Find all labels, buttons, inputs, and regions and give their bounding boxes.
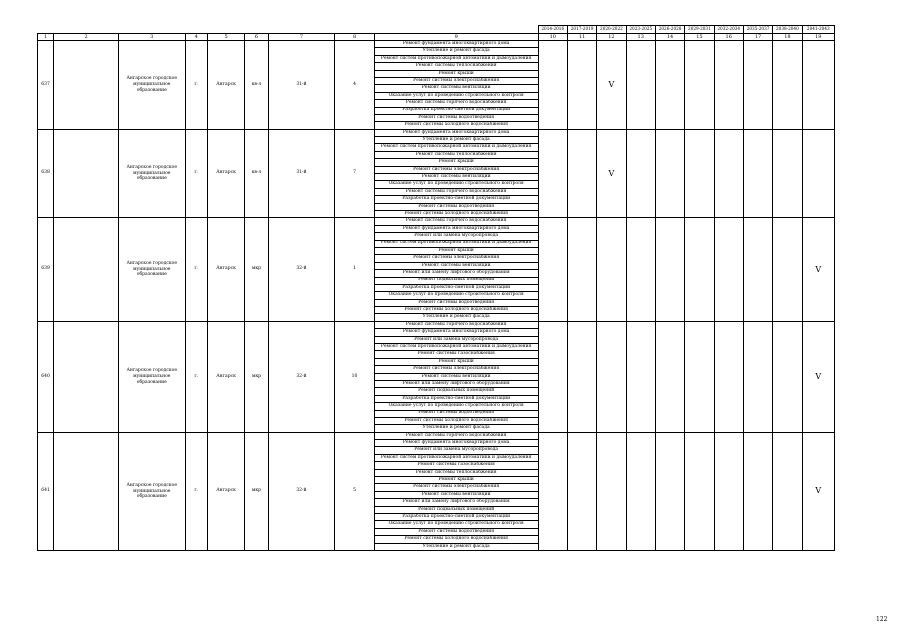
period-cell [714,321,743,432]
record-id: 639 [38,218,54,321]
period-cell [567,432,596,550]
work-item: Ремонт системы водоотведения [374,114,538,121]
document-sheet [37,25,835,551]
column-number: 16 [714,34,743,41]
period-header: 2017-2019 [567,26,596,34]
period-cell [685,432,714,550]
period-mark: V [802,321,834,432]
record-id: 641 [38,432,54,550]
period-cell [802,41,834,130]
period-header: 2035-2037 [743,26,772,34]
street-type: кв-л [245,129,268,218]
period-header: 2020-2022 [597,26,626,34]
settlement-name: Ангарск [207,218,244,321]
column-number: 12 [597,34,626,41]
work-item: Оказание услуг по проведению строительного контроля [374,292,538,299]
work-item: Ремонт системы электроснабжения [374,77,538,84]
work-item: Ремонт системы газоснабжения [374,351,538,358]
work-item: Ремонт фундамента многоквартирного дома [374,440,538,447]
settlement-name: Ангарск [207,129,244,218]
period-header: 2041-2043 [802,26,834,34]
period-cell [714,432,743,550]
work-item: Ремонт системы вентиляции [374,174,538,181]
period-mark: V [802,218,834,321]
period-cell [626,432,655,550]
period-cell [743,129,772,218]
work-item: Ремонт системы электроснабжения [374,366,538,373]
work-item: Ремонт системы водоотведения [374,203,538,210]
period-cell [626,218,655,321]
period-cell [685,321,714,432]
work-item: Ремонт систем противопожарной автоматики и дымоудаления [374,55,538,62]
work-item: Ремонт системы горячего водоснабжения [374,100,538,107]
work-item: Ремонт системы горячего водоснабжения [374,188,538,195]
work-item: Ремонт системы водоотведения [374,299,538,306]
period-cell [538,218,567,321]
work-item: Ремонт системы холодного водоснабжения [374,210,538,217]
work-item: Ремонт системы холодного водоснабжения [374,122,538,129]
empty-cell [54,129,119,218]
page-number: 122 [876,616,888,623]
column-number-row [38,34,835,41]
period-cell [597,321,626,432]
work-item: Ремонт системы горячего водоснабжения [374,432,538,439]
period-cell [538,129,567,218]
work-item: Оказание услуг по проведению строительного контроля [374,521,538,528]
work-item: Ремонт фундамента многоквартирного дома [374,225,538,232]
work-item: Оказание услуг по проведению строительного контроля [374,403,538,410]
column-number: 2 [54,34,119,41]
work-item: Ремонт системы электроснабжения [374,255,538,262]
work-item: Оказание услуг по проведению строительного контроля [374,92,538,99]
empty-cell [54,41,119,130]
work-item: Ремонт подвальных помещений [374,388,538,395]
street-type: кв-л [245,41,268,130]
column-number: 13 [626,34,655,41]
street-type: мкр [245,321,268,432]
period-cell [714,129,743,218]
period-cell [626,41,655,130]
work-item: Ремонт системы электроснабжения [374,484,538,491]
period-mark: V [597,129,626,218]
street-type: мкр [245,432,268,550]
period-cell [773,41,802,130]
period-header: 2038-2040 [773,26,802,34]
house-number: 1 [335,218,374,321]
record-id: 637 [38,41,54,130]
column-number: 19 [802,34,834,41]
street-name: 32-й [268,432,335,550]
period-cell [743,218,772,321]
period-cell [626,321,655,432]
period-cell [567,321,596,432]
street-name: 31-й [268,129,335,218]
work-item: Ремонт или замену лифтового оборудования [374,499,538,506]
street-type: мкр [245,218,268,321]
period-cell [655,321,684,432]
period-cell [626,129,655,218]
work-item: Ремонт фундамента многоквартирного дома [374,129,538,136]
column-number: 9 [374,34,538,41]
column-number: 5 [207,34,244,41]
work-item: Ремонт системы холодного водоснабжения [374,307,538,314]
work-item: Ремонт системы вентиляции [374,491,538,498]
work-item: Ремонт системы теплоснабжения [374,63,538,70]
work-item: Разработка проектно-сметной документации [374,196,538,203]
period-cell [567,218,596,321]
column-number: 1 [38,34,54,41]
settlement-type: г. [185,432,207,550]
work-item: Ремонт или замена мусоропровода [374,233,538,240]
column-number: 3 [118,34,185,41]
period-header: 2014-2016 [538,26,567,34]
work-item: Ремонт крыши [374,70,538,77]
street-name: 32-й [268,218,335,321]
period-cell [567,41,596,130]
municipality-name: Ангарское городское муниципальное образование [118,129,185,218]
work-item: Ремонт систем противопожарной автоматики и дымоудаления [374,454,538,461]
period-cell [685,129,714,218]
house-number: 4 [335,41,374,130]
work-item: Ремонт систем противопожарной автоматики и дымоудаления [374,240,538,247]
column-number: 17 [743,34,772,41]
table-row [38,432,835,439]
work-item: Ремонт системы водоотведения [374,410,538,417]
period-cell [685,218,714,321]
period-cell [743,321,772,432]
table-row [38,218,835,225]
column-number: 15 [685,34,714,41]
column-number: 11 [567,34,596,41]
column-number: 8 [335,34,374,41]
house-number: 7 [335,129,374,218]
period-cell [743,41,772,130]
work-item: Утепление и ремонт фасада [374,425,538,432]
work-item: Ремонт систем противопожарной автоматики и дымоудаления [374,144,538,151]
settlement-type: г. [185,218,207,321]
period-cell [655,218,684,321]
work-item: Ремонт системы вентиляции [374,85,538,92]
period-cell [597,432,626,550]
record-id: 638 [38,129,54,218]
work-item: Утепление и ремонт фасада [374,314,538,321]
work-item: Ремонт или замену лифтового оборудования [374,270,538,277]
work-item: Ремонт крыши [374,477,538,484]
period-header: 2023-2025 [626,26,655,34]
work-item: Разработка проектно-сметной документации [374,514,538,521]
empty-cell [54,218,119,321]
work-item: Ремонт системы теплоснабжения [374,151,538,158]
period-cell [773,129,802,218]
work-item: Ремонт или замена мусоропровода [374,447,538,454]
work-item: Ремонт фундамента многоквартирного дома [374,41,538,48]
work-item: Ремонт или замену лифтового оборудования [374,380,538,387]
work-item: Утепление и ремонт фасада [374,137,538,144]
settlement-type: г. [185,321,207,432]
period-cell [538,432,567,550]
period-cell [538,41,567,130]
work-item: Ремонт системы водоотведения [374,528,538,535]
period-cell [773,432,802,550]
work-item: Ремонт системы горячего водоснабжения [374,321,538,328]
period-header: 2026-2028 [655,26,684,34]
period-cell [655,432,684,550]
settlement-type: г. [185,41,207,130]
work-item: Ремонт крыши [374,247,538,254]
work-item: Ремонт системы газоснабжения [374,462,538,469]
period-header: 2032-2034 [714,26,743,34]
work-item: Оказание услуг по проведению строительного контроля [374,181,538,188]
work-item: Ремонт системы холодного водоснабжения [374,417,538,424]
settlement-name: Ангарск [207,321,244,432]
work-item: Утепление и ремонт фасада [374,48,538,55]
work-item: Ремонт или замена мусоропровода [374,336,538,343]
street-name: 32-й [268,321,335,432]
street-name: 31-й [268,41,335,130]
house-number: 10 [335,321,374,432]
period-cell [655,129,684,218]
settlement-type: г. [185,129,207,218]
period-mark: V [802,432,834,550]
period-cell [743,432,772,550]
work-item: Ремонт фундамента многоквартирного дома [374,329,538,336]
municipality-name: Ангарское городское муниципальное образование [118,218,185,321]
work-item: Ремонт крыши [374,159,538,166]
period-cell [714,41,743,130]
settlement-name: Ангарск [207,41,244,130]
column-number: 10 [538,34,567,41]
settlement-name: Ангарск [207,432,244,550]
record-id: 640 [38,321,54,432]
column-number: 14 [655,34,684,41]
table-row [38,129,835,136]
municipality-name: Ангарское городское муниципальное образование [118,321,185,432]
column-number: 18 [773,34,802,41]
period-header-row [38,26,835,34]
period-cell [773,321,802,432]
work-item: Ремонт подвальных помещений [374,277,538,284]
column-number: 7 [268,34,335,41]
column-number: 4 [185,34,207,41]
period-mark: V [597,41,626,130]
work-item: Разработка проектно-сметной документации [374,284,538,291]
work-item: Разработка проектно-сметной документации [374,107,538,114]
records-body [38,41,835,551]
work-item: Ремонт крыши [374,358,538,365]
work-item: Утепление и ремонт фасада [374,543,538,550]
repair-program-table [37,25,835,551]
work-item: Ремонт подвальных помещений [374,506,538,513]
period-cell [685,41,714,130]
period-cell [773,218,802,321]
work-item: Ремонт системы теплоснабжения [374,469,538,476]
work-item: Ремонт системы электроснабжения [374,166,538,173]
period-cell [802,129,834,218]
work-item: Ремонт систем противопожарной автоматики и дымоудаления [374,344,538,351]
work-item: Ремонт системы холодного водоснабжения [374,536,538,543]
work-item: Ремонт системы вентиляции [374,262,538,269]
municipality-name: Ангарское городское муниципальное образование [118,41,185,130]
period-cell [655,41,684,130]
column-number: 6 [245,34,268,41]
empty-cell [54,432,119,550]
table-row [38,321,835,328]
work-item: Ремонт системы вентиляции [374,373,538,380]
municipality-name: Ангарское городское муниципальное образование [118,432,185,550]
period-cell [567,129,596,218]
period-cell [597,218,626,321]
table-row [38,41,835,48]
period-cell [714,218,743,321]
empty-cell [54,321,119,432]
period-header: 2029-2031 [685,26,714,34]
house-number: 5 [335,432,374,550]
work-item: Ремонт системы горячего водоснабжения [374,218,538,225]
period-cell [538,321,567,432]
work-item: Разработка проектно-сметной документации [374,395,538,402]
